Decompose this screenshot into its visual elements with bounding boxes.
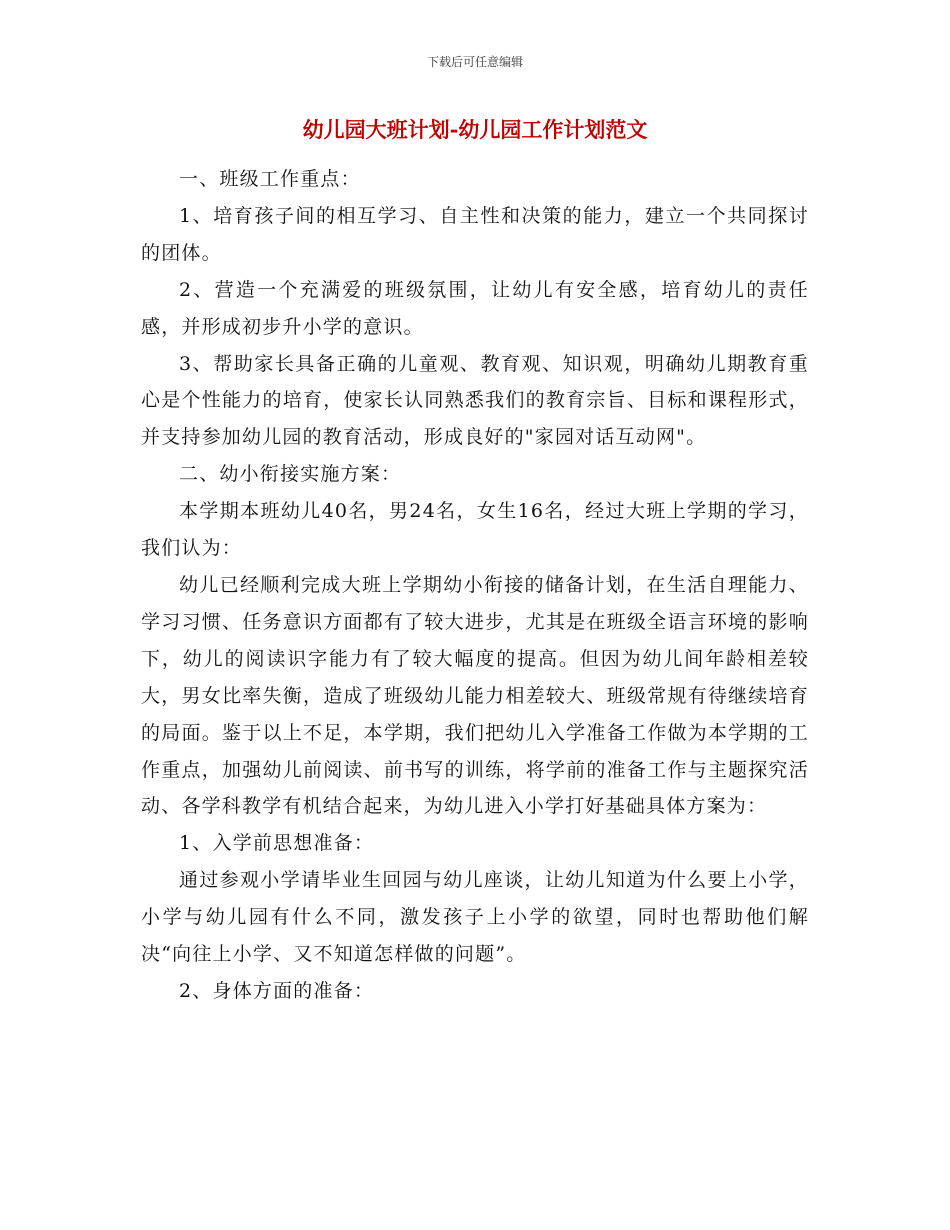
- section-heading-class-focus: 一、班级工作重点：: [179, 168, 361, 190]
- paragraph-analysis: 幼儿已经顺利完成大班上学期幼小衔接的储备计划，在生活自理能力、学习习惯、任务意识方面都有了较大进步，尤其是在班级全语言环境的影响下，幼儿的阅读识字能力有了较大幅度的提高。但因为幼儿间年龄相差较大，男女比率失衡，造成了班级幼儿能力相差较大、班级常规有待继续培育的局面。鉴于以上不足，本学期，我们把幼儿入学准备工作做为本学期的工作重点，加强幼儿前阅读、前书写的训练，将学前的准备工作与主题探究活动、各学科教学有机结合起来，为幼儿进入小学打好基础具体方案为：: [141, 573, 809, 818]
- document-body: [141, 161, 809, 1010]
- paragraph-item-3: 3、帮助家长具备正确的儿童观、教育观、知识观，明确幼儿期教育重心是个性能力的培育，使家长认同熟悉我们的教育宗旨、目标和课程形式，并支持参加幼儿园的教育活动，形成良好的"家园对话互动网"。: [141, 352, 809, 449]
- subheading-physical-preparation: 2、身体方面的准备：: [179, 979, 375, 1002]
- paragraph-item-2: 2、营造一个充满爱的班级氛围，让幼儿有安全感，培育幼儿的责任感，并形成初步升小学的意识。: [141, 278, 809, 338]
- header-note: 下载后可任意编辑: [426, 55, 523, 69]
- paragraph-mental-preparation: 通过参观小学请毕业生回园与幼儿座谈，让幼儿知道为什么要上小学，小学与幼儿园有什么不同，激发孩子上小学的欲望，同时也帮助他们解决“向往上小学、又不知道怎样做的问题”。: [141, 869, 809, 966]
- paragraph-item-1: 1、培育孩子间的相互学习、自主性和决策的能力，建立一个共同探讨的团体。: [141, 204, 809, 264]
- paragraph-class-stats: 本学期本班幼儿40名，男24名，女生16名，经过大班上学期的学习，我们认为：: [141, 500, 809, 560]
- document-title: 幼儿园大班计划-幼儿园工作计划范文: [302, 117, 648, 142]
- section-heading-transition-plan: 二、幼小衔接实施方案：: [179, 463, 402, 486]
- subheading-mental-preparation: 1、入学前思想准备：: [179, 832, 375, 855]
